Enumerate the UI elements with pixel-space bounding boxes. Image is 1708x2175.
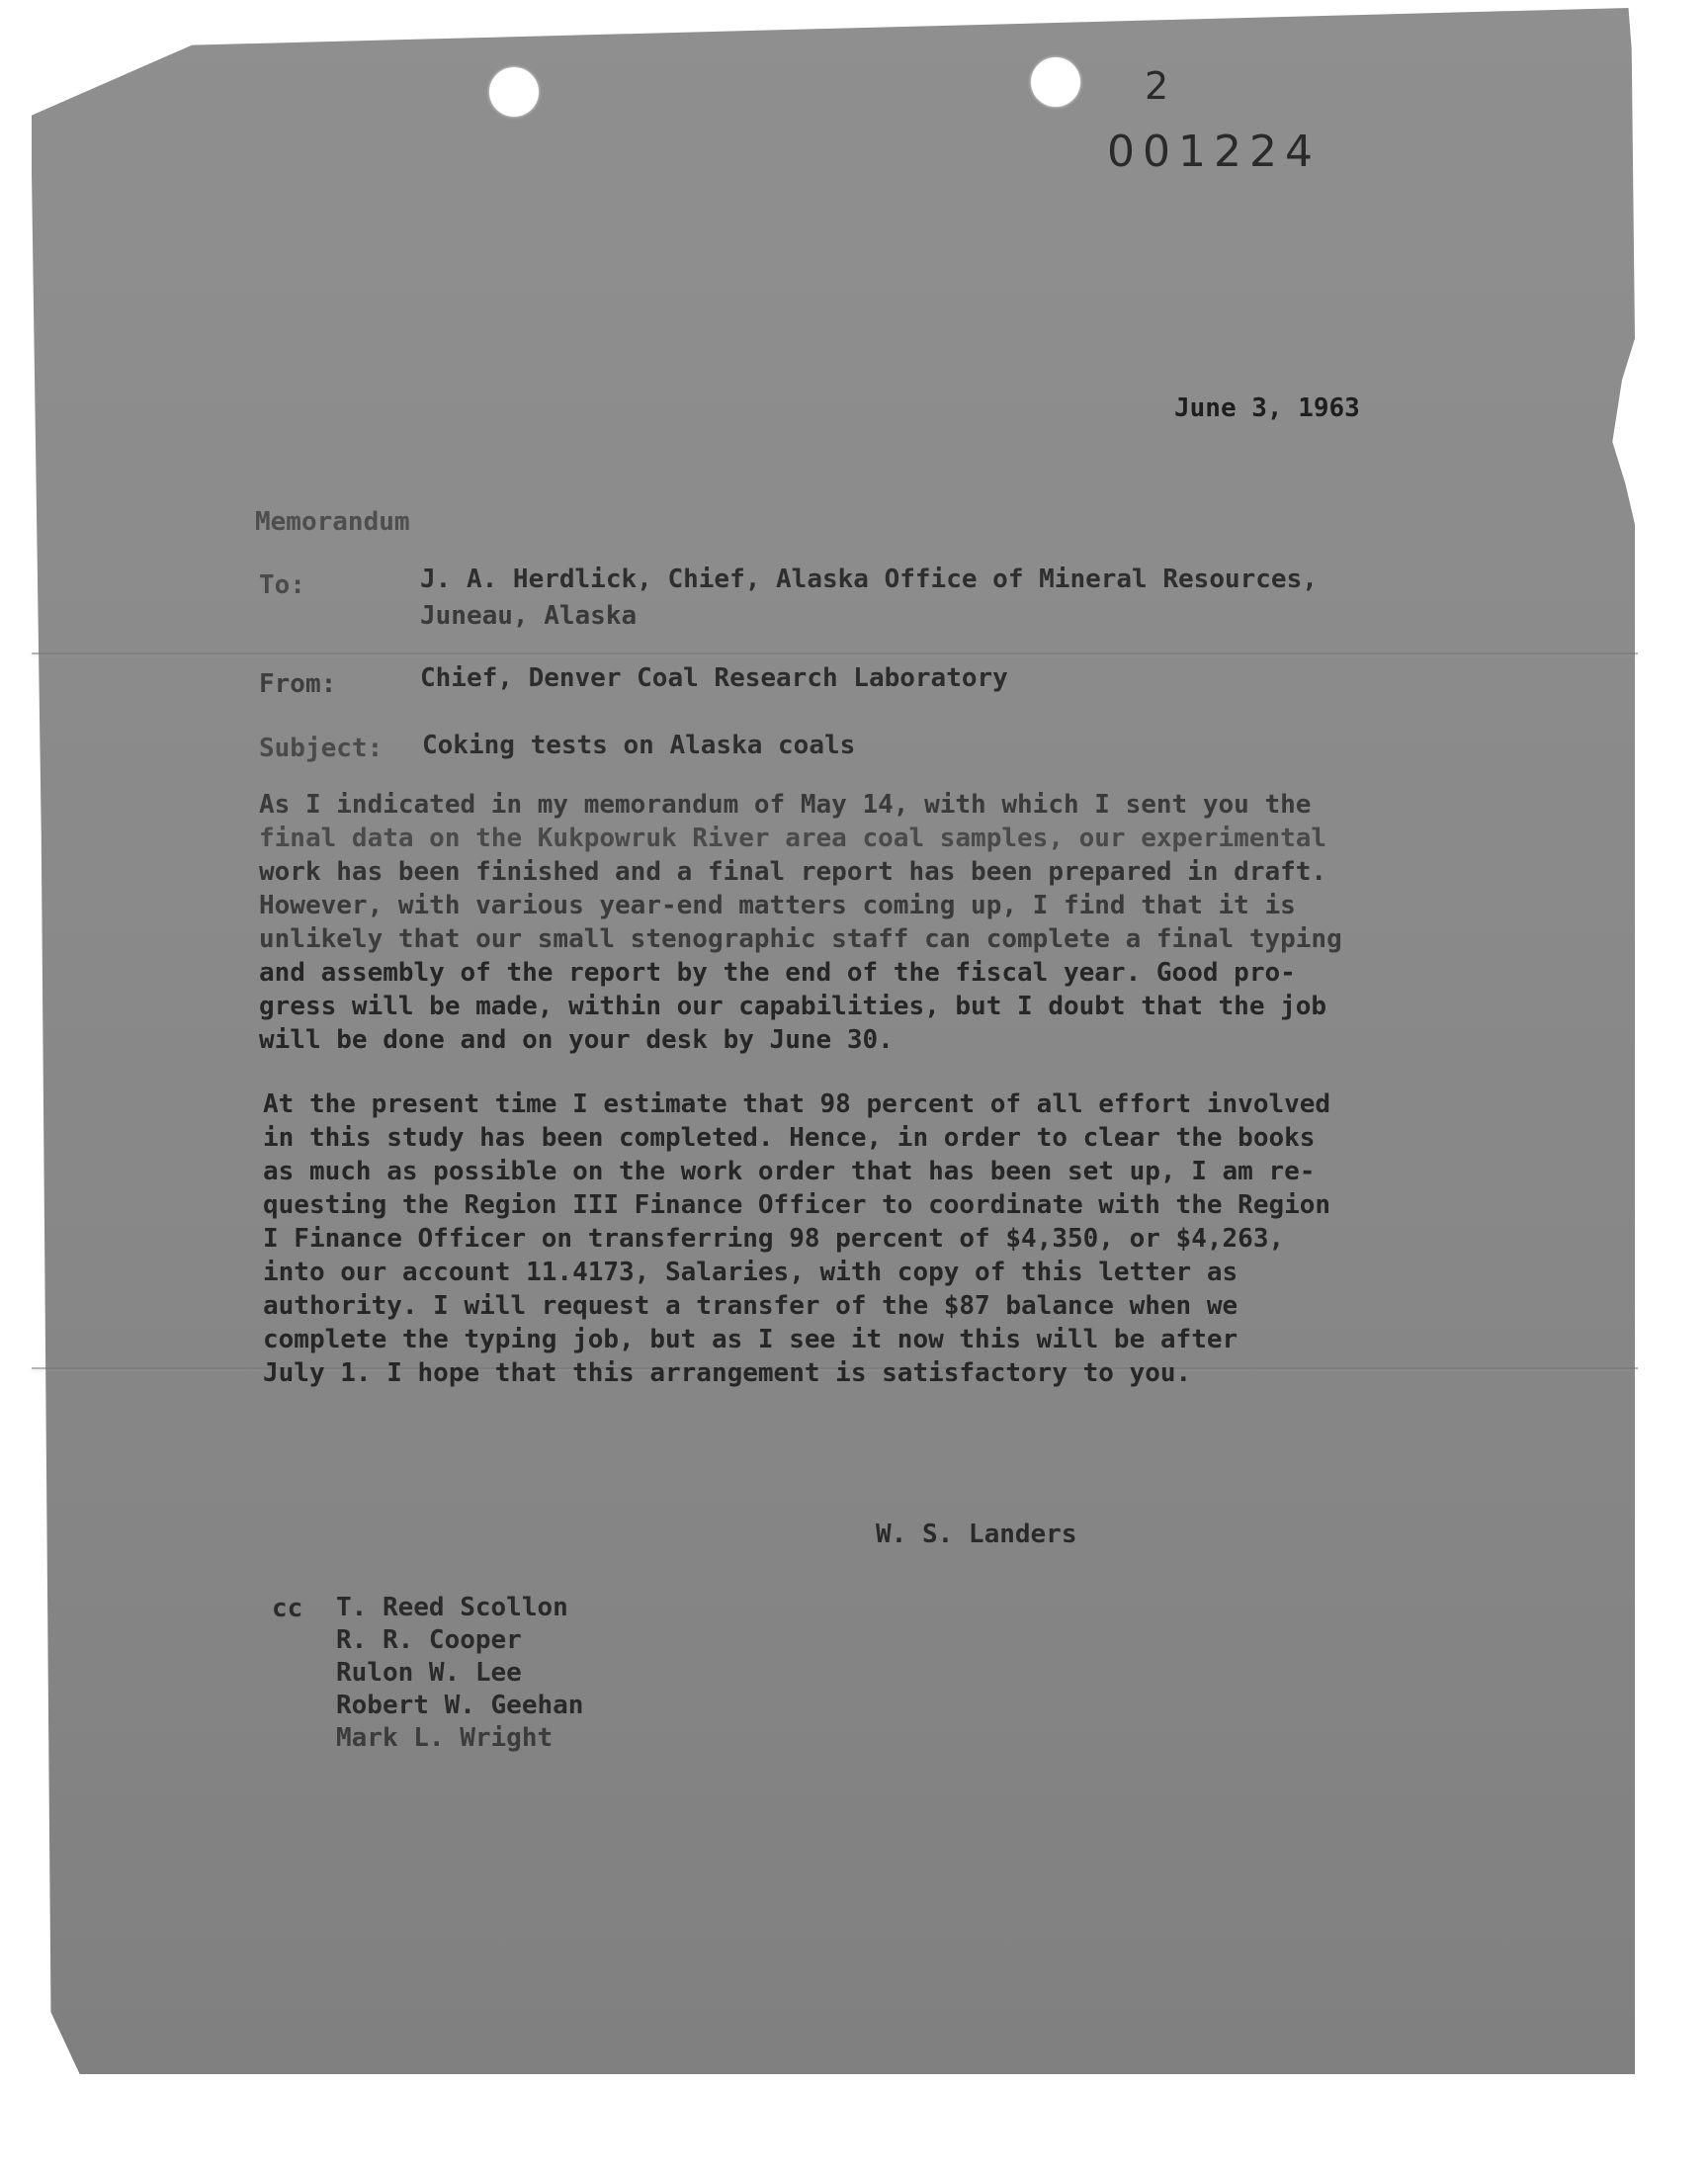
to-recipient-line1: J. A. Herdlick, Chief, Alaska Office of Mineral Resources, [420,565,1318,594]
punch-hole [1031,57,1080,107]
handwritten-page-mark: 2 [1145,64,1169,108]
paragraph-line: questing the Region III Finance Officer to coordinate with the Region [263,1190,1331,1220]
paragraph-line: final data on the Kukpowruk River area coal samples, our experimental [259,824,1327,853]
punch-hole [489,67,539,117]
paragraph-line: complete the typing job, but as I see it now this will be after [263,1325,1238,1354]
paragraph-line: as much as possible on the work order that has been set up, I am re- [263,1157,1316,1186]
from-sender: Chief, Denver Coal Research Laboratory [420,663,1008,693]
paragraph-line: will be done and on your desk by June 30. [259,1025,894,1055]
paragraph-line: into our account 11.4173, Salaries, with copy of this letter as [263,1258,1238,1287]
to-label: To: [259,570,305,600]
subject-label: Subject: [259,734,384,763]
paragraph-line: unlikely that our small stenographic staff can complete a final typing [259,924,1342,954]
paragraph-line: I Finance Officer on transferring 98 percent of $4,350, or $4,263, [263,1224,1285,1254]
paragraph-line: and assembly of the report by the end of the fiscal year. Good pro- [259,958,1296,988]
body-paragraph-2 [263,1088,1330,1390]
paragraph-line: work has been finished and a final report has been prepared in draft. [259,857,1327,887]
memo-type-label: Memorandum [255,507,410,537]
cc-recipient: Robert W. Geehan [336,1691,584,1720]
cc-label: cc [272,1594,303,1623]
cc-recipient: T. Reed Scollon [336,1593,568,1622]
paragraph-line: As I indicated in my memorandum of May 14, with which I sent you the [259,790,1312,820]
paragraph-line: in this study has been completed. Hence, in order to clear the books [263,1123,1316,1153]
fold-crease [32,652,1638,654]
from-label: From: [259,669,337,699]
paragraph-line: July 1. I hope that this arrangement is satisfactory to you. [263,1358,1192,1388]
subject-text: Coking tests on Alaska coals [422,731,856,760]
paragraph-line: authority. I will request a transfer of the $87 balance when we [263,1291,1238,1321]
paragraph-line: At the present time I estimate that 98 percent of all effort involved [263,1089,1331,1119]
cc-recipient: Rulon W. Lee [336,1658,522,1688]
body-paragraph-1 [259,788,1342,1057]
paragraph-line: However, with various year-end matters coming up, I find that it is [259,891,1296,920]
handwritten-document-number: 001224 [1107,127,1321,177]
memo-date: June 3, 1963 [1174,393,1360,423]
to-recipient-line2: Juneau, Alaska [420,601,638,631]
cc-recipient: Mark L. Wright [336,1723,554,1753]
cc-recipient-list [336,1592,583,1755]
signature-name: W. S. Landers [876,1520,1077,1549]
cc-recipient: R. R. Cooper [336,1625,522,1655]
paragraph-line: gress will be made, within our capabilities, but I doubt that the job [259,992,1327,1021]
